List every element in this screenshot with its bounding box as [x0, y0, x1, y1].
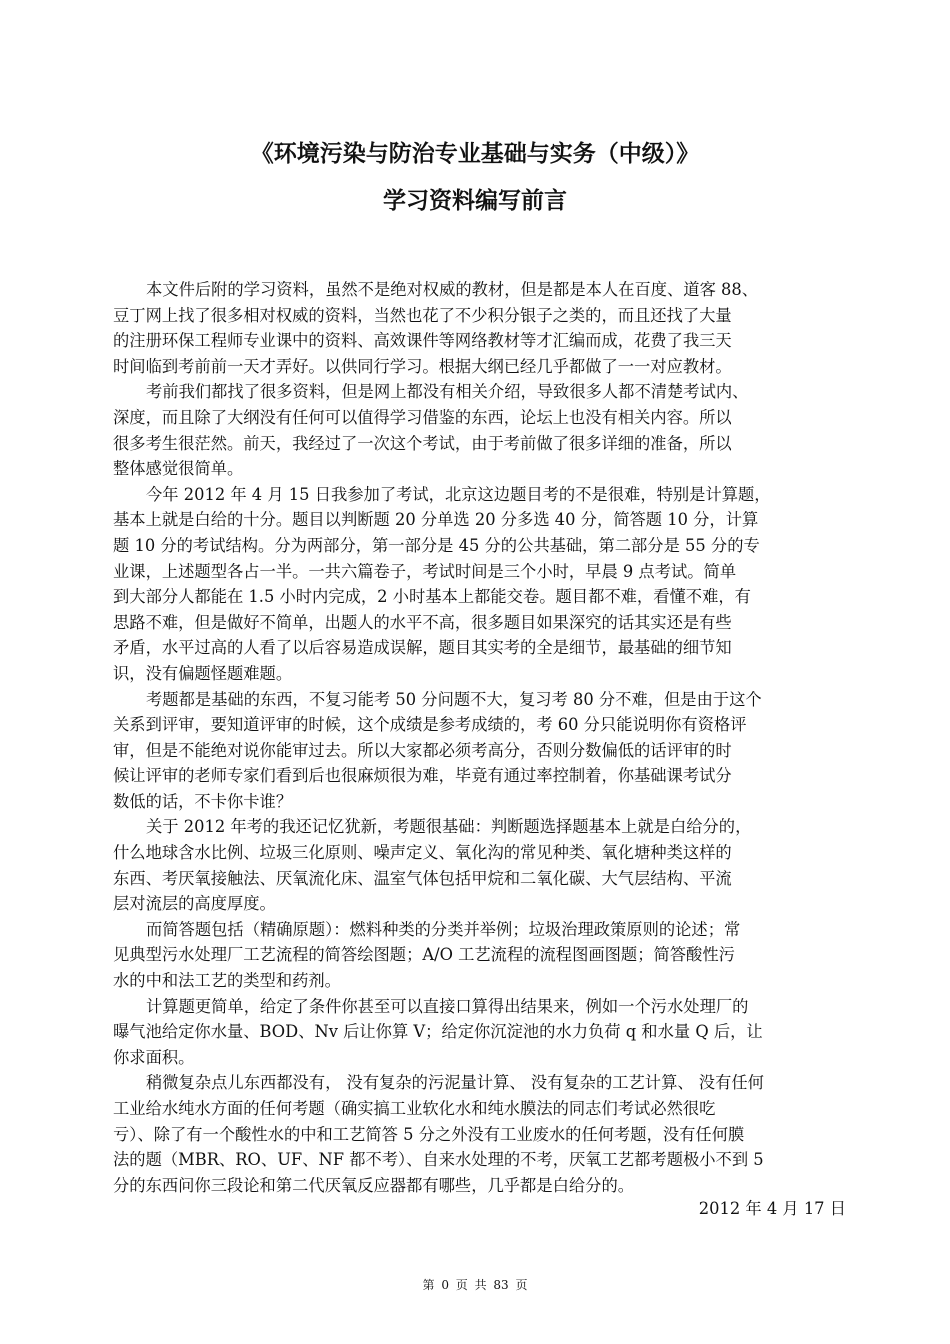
paragraph-line: 思路不难，但是做好不简单，出题人的水平不高，很多题目如果深究的话其实还是有些 [113, 612, 732, 632]
document-date: 2012 年 4 月 17 日 [698, 1199, 846, 1218]
paragraph-line: 豆丁网上找了很多相对权威的资料，当然也花了不少积分银子之类的，而且还找了大量 [113, 305, 732, 325]
paragraph-line: 法的题（MBR、RO、UF、NF 都不考）、自来水处理的不考，厌氧工艺都考题极小不到 5 [113, 1150, 764, 1170]
paragraph-line: 工业给水纯水方面的任何考题（确实搞工业软化水和纯水膜法的同志们考试必然很吃 [113, 1099, 716, 1118]
paragraph-line: 层对流层的高度厚度。 [113, 894, 276, 914]
paragraph-line: 时间临到考前前一天才弄好。以供同行学习。根据大纲已经几乎都做了一一对应教材。 [113, 356, 732, 376]
body-paragraph [113, 379, 851, 481]
paragraph-line: 识，没有偏题怪题难题。 [113, 663, 293, 683]
paragraph-line: 而简答题包括（精确原题）：燃料种类的分类并举例；垃圾治理政策原则的论述；常 [146, 919, 741, 939]
body-paragraph [113, 277, 851, 379]
paragraph-line: 关系到评审，要知道评审的时候，这个成绩是参考成绩的，考 60 分只能说明你有资格评 [113, 715, 747, 735]
paragraph-line: 分的东西问你三段论和第二代厌氧反应器都有哪些，几乎都是白给分的。 [113, 1175, 635, 1195]
paragraph-line: 的注册环保工程师专业课中的资料、高效课件等网络教材等才汇编而成，花费了我三天 [113, 331, 732, 351]
paragraph-line: 你求面积。 [113, 1047, 195, 1067]
paragraph-line: 考题都是基础的东西，不复习能考 50 分问题不大，复习考 80 分不难，但是由于这个 [146, 689, 762, 709]
body-paragraph [113, 482, 851, 687]
paragraph-line: 矛盾，水平过高的人看了以后容易造成误解，题目其实考的全是细节，最基础的细节知 [113, 638, 732, 658]
paragraph-line: 曝气池给定你水量、BOD、Nv 后让你算 V；给定你沉淀池的水力负荷 q 和水量 Q 后，让 [113, 1022, 763, 1042]
paragraph-line: 数低的话，不卡你卡谁？ [113, 791, 293, 811]
body-paragraph [113, 814, 851, 916]
paragraph-line: 水的中和法工艺的类型和药剂。 [113, 971, 341, 991]
paragraph-line: 候让评审的老师专家们看到后也很麻烦很为难，毕竟有通过率控制着，你基础课考试分 [113, 766, 732, 786]
paragraph-line: 稍微复杂点儿东西都没有， 没有复杂的污泥量计算、 没有复杂的工艺计算、 没有任何 [146, 1073, 764, 1093]
body-paragraph [113, 687, 851, 815]
document-title: 《环境污染与防治专业基础与实务（中级）》 [250, 141, 700, 167]
paragraph-line: 见典型污水处理厂工艺流程的简答绘图题；A/O 工艺流程的流程图画图题；简答酸性污 [113, 945, 735, 965]
paragraph-line: 计算题更简单，给定了条件你甚至可以直接口算得出结果来，例如一个污水处理厂的 [146, 996, 749, 1016]
document-body [113, 277, 851, 1198]
paragraph-line: 整体感觉很简单。 [113, 459, 244, 479]
paragraph-line: 考前我们都找了很多资料，但是网上都没有相关介绍，导致很多人都不清楚考试内、 [146, 382, 749, 402]
paragraph-line: 关于 2012 年考的我还记忆犹新，考题很基础：判断题选择题基本上就是白给分的， [146, 817, 752, 837]
paragraph-line: 深度，而且除了大纲没有任何可以值得学习借鉴的东西，论坛上也没有相关内容。所以 [113, 407, 732, 427]
paragraph-line: 很多考生很茫然。前天，我经过了一次这个考试，由于考前做了很多详细的准备，所以 [113, 433, 732, 453]
page-footer: 第 0 页 共 83 页 [422, 1278, 528, 1292]
paragraph-line: 基本上就是白给的十分。题目以判断题 20 分单选 20 分多选 40 分，简答题 10 分，计算 [113, 510, 759, 530]
paragraph-line: 业课，上述题型各占一半。一共六篇卷子，考试时间是三个小时，早晨 9 点考试。简单 [113, 561, 737, 581]
paragraph-line: 审，但是不能绝对说你能审过去。所以大家都必须考高分，否则分数偏低的话评审的时 [113, 740, 732, 760]
paragraph-line: 到大部分人都能在 1.5 小时内完成，2 小时基本上都能交卷。题目都不难，看懂不难，有 [113, 587, 751, 607]
paragraph-line: 本文件后附的学习资料，虽然不是绝对权威的教材，但是都是本人在百度、道客 88、 [146, 280, 759, 299]
body-paragraph [113, 994, 851, 1071]
paragraph-line: 什么地球含水比例、垃圾三化原则、噪声定义、氧化沟的常见种类、氧化塘种类这样的 [113, 843, 732, 863]
body-paragraph [113, 917, 851, 994]
document-subtitle: 学习资料编写前言 [383, 188, 567, 214]
paragraph-line: 东西、考厌氧接触法、厌氧流化床、温室气体包括甲烷和二氧化碳、大气层结构、平流 [113, 868, 732, 888]
paragraph-line: 今年 2012 年 4 月 15 日我参加了考试，北京这边题目考的不是很难，特别是计算题， [146, 484, 771, 504]
body-paragraph [113, 1070, 851, 1198]
paragraph-line: 题 10 分的考试结构。分为两部分，第一部分是 45 分的公共基础，第二部分是 55 分的专 [113, 535, 760, 555]
paragraph-line: 亏）、除了有一个酸性水的中和工艺简答 5 分之外没有工业废水的任何考题，没有任何膜 [113, 1124, 745, 1144]
